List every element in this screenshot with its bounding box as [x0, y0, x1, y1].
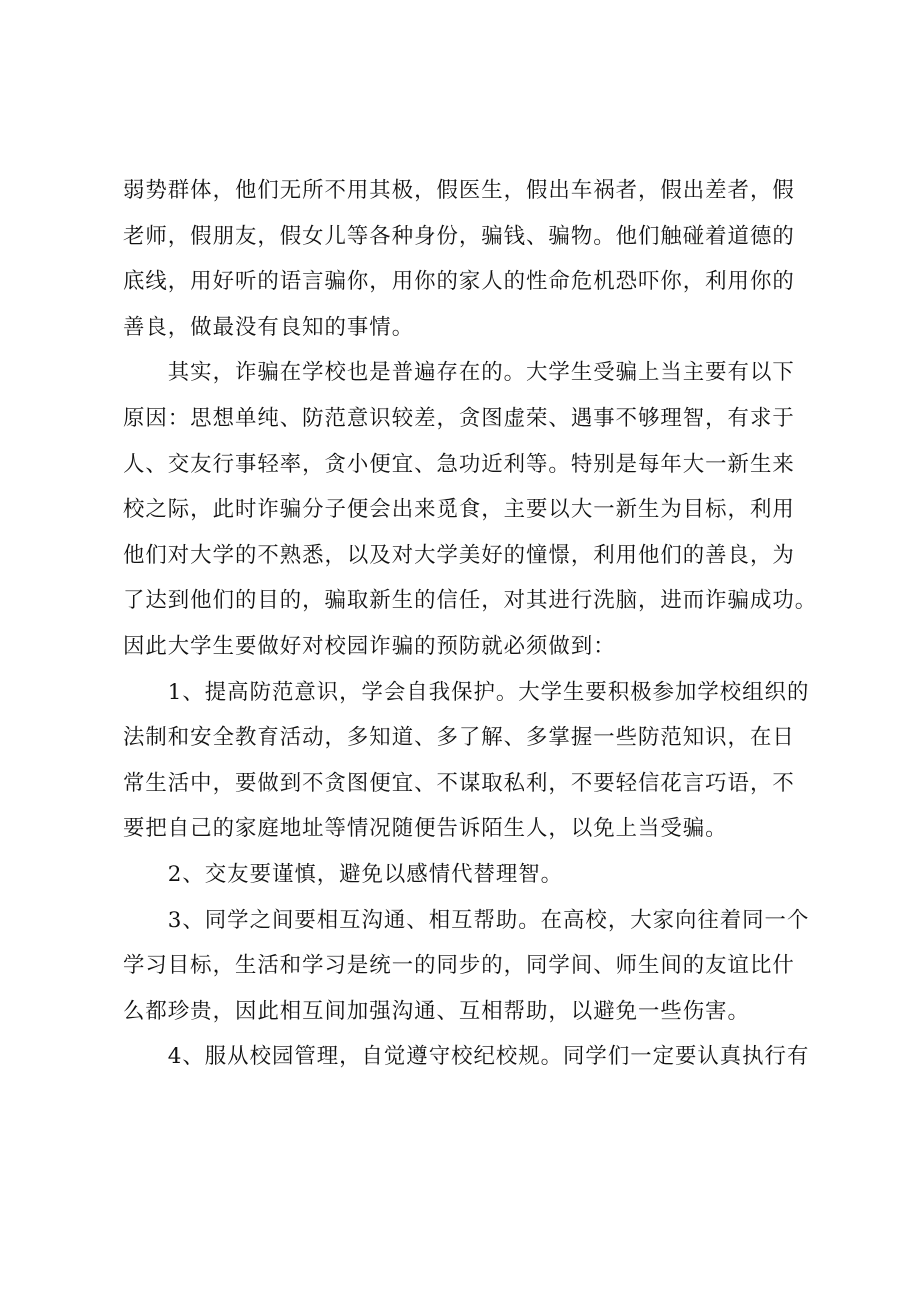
text-line: 他们对大学的不熟悉，以及对大学美好的憧憬，利用他们的善良，为	[123, 542, 795, 568]
text-line: 3、同学之间要相互沟通、相互帮助。在高校，大家向往着同一个	[123, 907, 810, 933]
text-line: 2、交友要谨慎，避免以感情代替理智。	[123, 861, 564, 887]
text-line: 常生活中，要做到不贪图便宜、不谋取私利，不要轻信花言巧语，不	[123, 770, 795, 796]
text-line: 1、提高防范意识，学会自我保护。大学生要积极参加学校组织的	[123, 679, 810, 705]
text-line: 么都珍贵，因此相互间加强沟通、互相帮助，以避免一些伤害。	[123, 998, 750, 1024]
text-line: 其实，诈骗在学校也是普遍存在的。大学生受骗上当主要有以下	[123, 360, 795, 386]
text-line: 原因：思想单纯、防范意识较差，贪图虚荣、遇事不够理智，有求于	[123, 405, 795, 431]
text-line: 学习目标，生活和学习是统一的同步的，同学间、师生间的友谊比什	[123, 953, 795, 979]
text-line: 弱势群体，他们无所不用其极，假医生，假出车祸者，假出差者，假	[123, 178, 795, 203]
text-line: 4、服从校园管理，自觉遵守校纪校规。同学们一定要认真执行有	[123, 1044, 810, 1070]
text-line: 人、交友行事轻率，贪小便宜、急功近利等。特别是每年大一新生来	[123, 451, 795, 477]
text-line: 要把自己的家庭地址等情况随便告诉陌生人，以免上当受骗。	[123, 816, 728, 842]
text-line: 校之际，此时诈骗分子便会出来觅食，主要以大一新生为目标，利用	[123, 497, 795, 523]
text-line: 了达到他们的目的，骗取新生的信任，对其进行洗脑，进而诈骗成功。	[123, 588, 818, 614]
text-line: 法制和安全教育活动，多知道、多了解、多掌握一些防范知识，在日	[123, 725, 795, 751]
text-line: 老师，假朋友，假女儿等各种身份，骗钱、骗物。他们触碰着道德的	[123, 223, 795, 249]
text-line: 底线，用好听的语言骗你，用你的家人的性命危机恐吓你，利用你的	[123, 269, 795, 295]
text-line: 善良，做最没有良知的事情。	[123, 314, 415, 340]
body-text	[123, 168, 833, 1080]
text-line: 因此大学生要做好对校园诈骗的预防就必须做到：	[123, 633, 616, 659]
